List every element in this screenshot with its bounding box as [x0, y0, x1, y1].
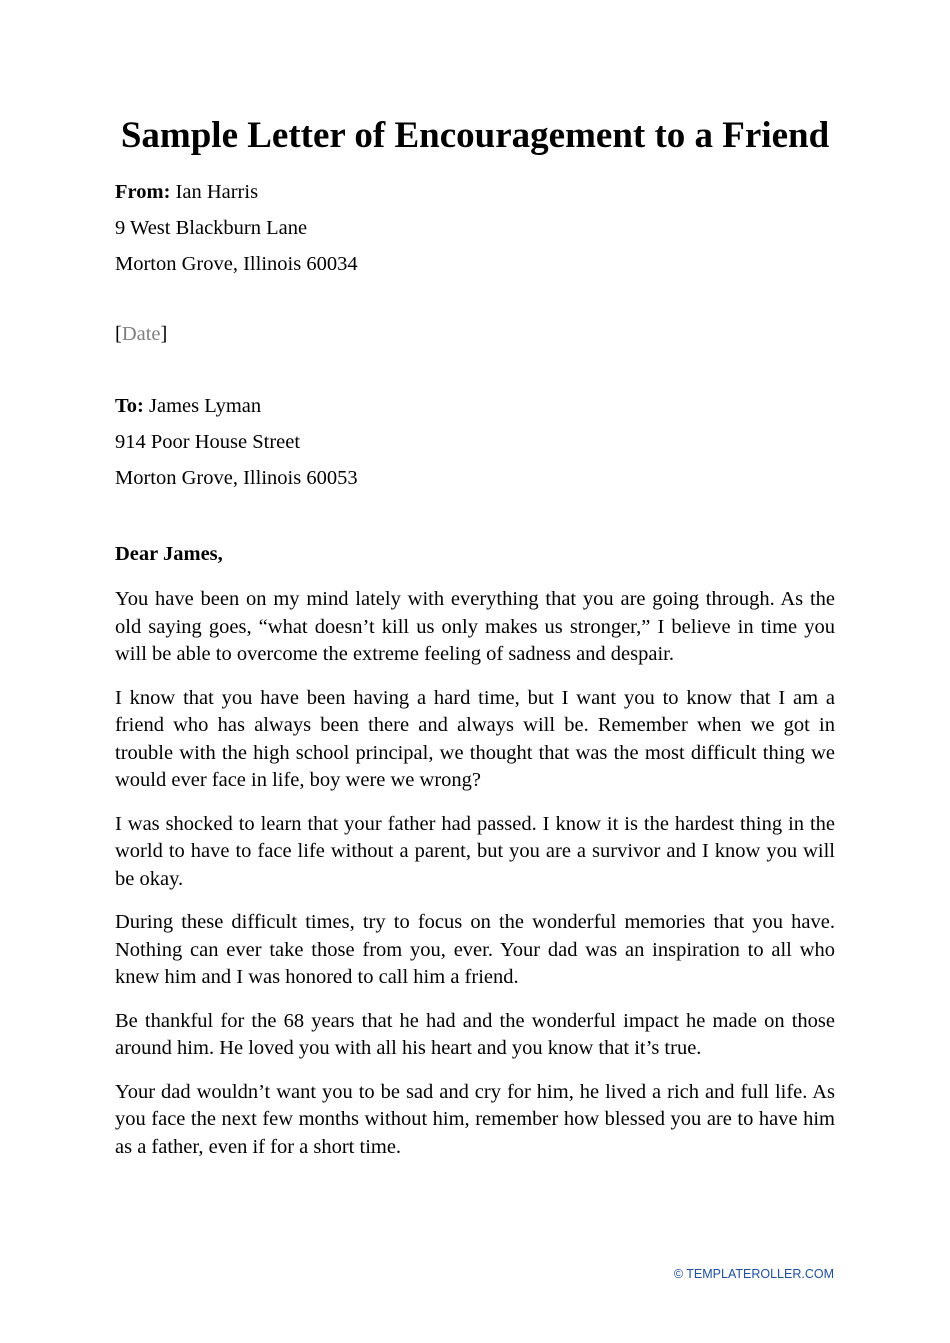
body-paragraph: Be thankful for the 68 years that he had and the wonderful impact he made on those around him. He loved you with all his heart and you know that it’s true. [115, 1009, 835, 1059]
footer-credit [674, 1265, 834, 1283]
sender-street: 9 West Blackburn Lane [115, 217, 308, 239]
body-paragraph: You have been on my mind lately with everything that you are going through. As the old saying goes, “what doesn’t kill us only makes us stronger,” I believe in time you will be able to overcome the extreme feeling of sadness and despair. [115, 588, 835, 665]
date-close-bracket: ] [160, 323, 168, 345]
sender-label: From: [115, 181, 171, 203]
recipient-name: James Lyman [149, 395, 262, 417]
footer-site-link[interactable]: TEMPLATEROLLER.COM [686, 1267, 834, 1281]
document-title: Sample Letter of Encouragement to a Friend [120, 115, 830, 156]
body-paragraph: During these difficult times, try to focus on the wonderful memories that you have. Nothing can ever take those from you, ever. Your dad was an inspiration to all who knew him and I was honored to call him a friend. [115, 911, 835, 988]
date-line [115, 316, 835, 352]
body-paragraph: I know that you have been having a hard time, but I want you to know that I am a friend who has always been there and always will be. Remember when we got in trouble with the high school principal, we thought that was the most difficult thing we would ever face in life, boy were we wrong? [115, 686, 835, 791]
recipient-city-line: Morton Grove, Illinois 60053 [115, 467, 358, 489]
recipient-address-block [115, 388, 835, 496]
date-placeholder: Date [121, 323, 161, 345]
letter-body [115, 586, 835, 1177]
salutation: Dear James, [115, 543, 223, 565]
body-paragraph: I was shocked to learn that your father had passed. I know it is the hardest thing in the world to have to face life without a parent, but you are a survivor and I know you will be okay. [115, 812, 835, 890]
recipient-name-line [115, 388, 835, 424]
date-open-bracket: [ [115, 323, 122, 345]
recipient-street: 914 Poor House Street [115, 431, 301, 453]
date-block [115, 316, 835, 352]
sender-name-line [115, 174, 835, 210]
sender-address-block [115, 174, 835, 282]
body-paragraph: Your dad wouldn’t want you to be sad and cry for him, he lived a rich and full life. As you face the next few months without him, remember how blessed you are to have him as a father, even if for a short time. [115, 1080, 835, 1158]
recipient-label: To: [115, 395, 144, 417]
copyright-symbol: © [673, 1267, 684, 1281]
sender-name: Ian Harris [175, 181, 259, 203]
sender-city-line: Morton Grove, Illinois 60034 [115, 253, 358, 275]
